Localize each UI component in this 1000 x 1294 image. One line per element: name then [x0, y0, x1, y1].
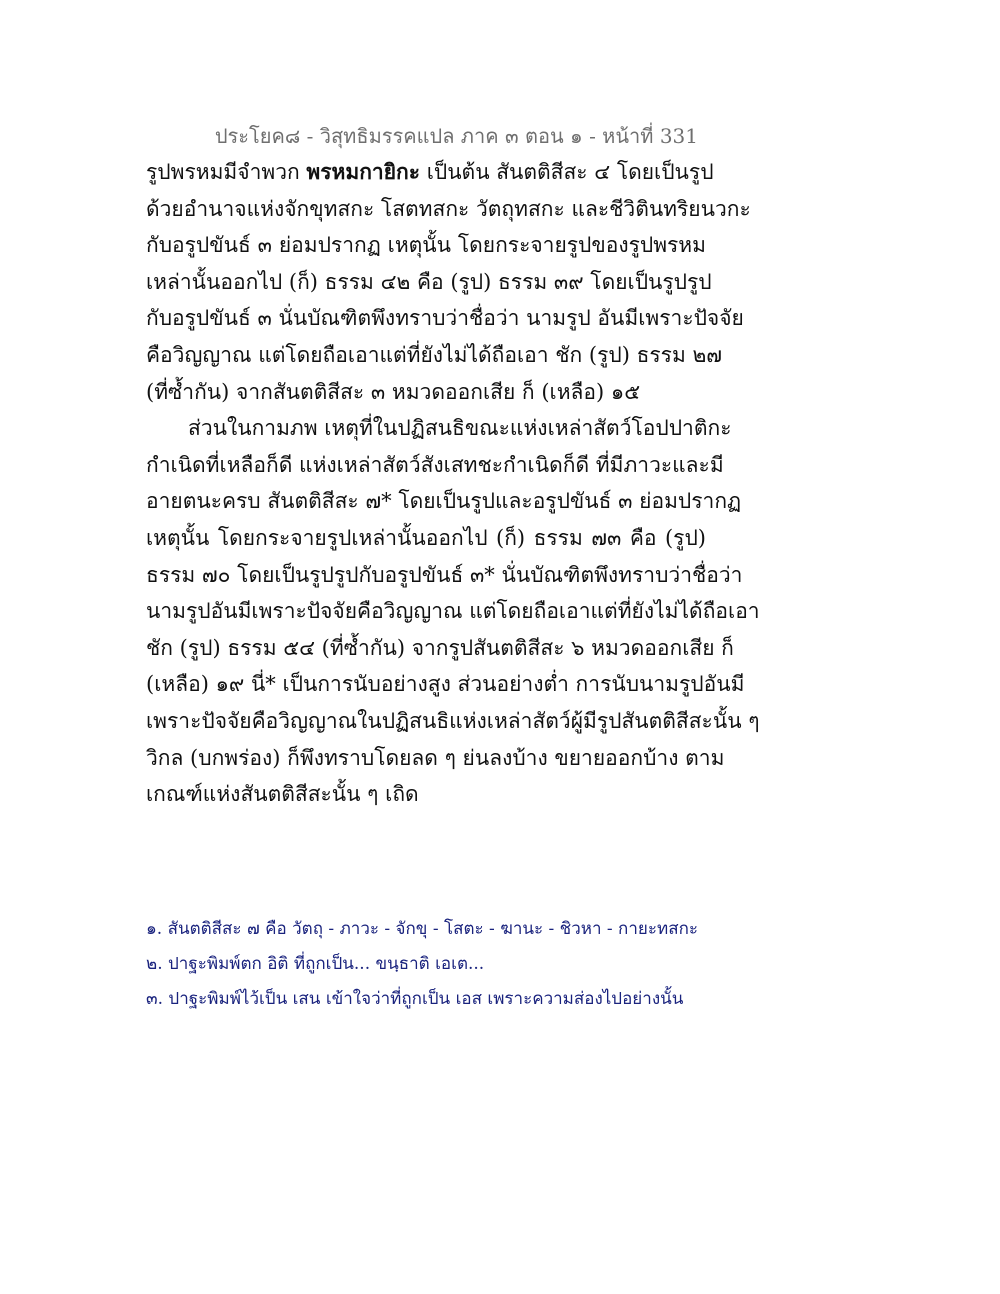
- paragraph-1-line: เหล่านั้นออกไป (ก็) ธรรม ๔๒ คือ (รูป) ธรรม ๓๙ โดยเป็นรูปรูป: [146, 269, 712, 294]
- paragraph-2-line: กำเนิดที่เหลือก็ดี แห่งเหล่าสัตว์สังเสทชะกำเนิดก็ดี ที่มีภาวะและมี: [146, 452, 724, 477]
- bold-term: พรหมกายิกะ: [306, 159, 421, 184]
- footnote-3: ๓. ปาฐะพิมพ์ไว้เป็น เสน เข้าใจว่าที่ถูกเป็น เอส เพราะความส่องไปอย่างนั้น: [146, 989, 684, 1009]
- footnotes: [146, 912, 706, 1017]
- paragraph-2-line: เกณฑ์แห่งสันตติสีสะนั้น ๆ เถิด: [146, 782, 419, 807]
- paragraph-2-line: ธรรม ๗๐ โดยเป็นรูปรูปกับอรูปขันธ์ ๓* นั่นบัณฑิตพึงทราบว่าชื่อว่า: [146, 562, 743, 587]
- paragraph-2-line: (เหลือ) ๑๙ นี่* เป็นการนับอย่างสูง ส่วนอย่างต่ำ การนับนามรูปอันมี: [146, 672, 745, 697]
- page-header: ประโยค๘ - วิสุทธิมรรคแปล ภาค ๓ ตอน ๑ - หน้าที่ 331: [214, 124, 698, 148]
- paragraph-2-line: เหตุนั้น โดยกระจายรูปเหล่านั้นออกไป (ก็) ธรรม ๗๓ คือ (รูป): [146, 525, 706, 550]
- paragraph-2-line: วิกล (บกพร่อง) ก็พึงทราบโดยลด ๆ ย่นลงบ้าง ขยายออกบ้าง ตาม: [146, 745, 725, 770]
- paragraph-1-line: [146, 154, 714, 191]
- paragraph-1-line: กับอรูปขันธ์ ๓ นั่นบัณฑิตพึงทราบว่าชื่อว่า นามรูป อันมีเพราะปัจจัย: [146, 306, 744, 331]
- paragraph-2-line: ชัก (รูป) ธรรม ๕๔ (ที่ซ้ำกัน) จากรูปสันตติสีสะ ๖ หมวดออกเสีย ก็: [146, 635, 734, 660]
- paragraph-2-line: นามรูปอันมีเพราะปัจจัยคือวิญญาณ แต่โดยถือเอาแต่ที่ยังไม่ได้ถือเอา: [146, 599, 760, 624]
- footnote-2: ๒. ปาฐะพิมพ์ตก อิติ ที่ถูกเป็น... ขนฺธาติ เอเต...: [146, 954, 485, 974]
- paragraph-1-line: กับอรูปขันธ์ ๓ ย่อมปรากฏ เหตุนั้น โดยกระจายรูปของรูปพรหม: [146, 233, 706, 258]
- paragraph-1-line: (ที่ซ้ำกัน) จากสันตติสีสะ ๓ หมวดออกเสีย ก็ (เหลือ) ๑๕: [146, 379, 641, 404]
- paragraph-1-line: ด้วยอำนาจแห่งจักขุทสกะ โสตทสกะ วัตถุทสกะ และชีวิตินทริยนวกะ: [146, 196, 751, 221]
- paragraph-2-line: ส่วนในกามภพ เหตุที่ในปฏิสนธิขณะแห่งเหล่าสัตว์โอปปาติกะ: [188, 416, 732, 441]
- line-text: รูปพรหมมีจำพวก: [146, 160, 307, 184]
- paragraph-1-line: คือวิญญาณ แต่โดยถือเอาแต่ที่ยังไม่ได้ถือเอา ชัก (รูป) ธรรม ๒๗: [146, 342, 723, 367]
- line-text: เป็นต้น สันตติสีสะ ๔ โดยเป็นรูป: [420, 160, 714, 184]
- body-text: [146, 154, 760, 813]
- paragraph-2-line: เพราะปัจจัยคือวิญญาณในปฏิสนธิแห่งเหล่าสัตว์ผู้มีรูปสันตติสีสะนั้น ๆ: [146, 708, 760, 733]
- footnote-1: ๑. สันตติสีสะ ๗ คือ วัตถุ - ภาวะ - จักขุ - โสตะ - ฆานะ - ชิวหา - กายะทสกะ: [146, 919, 698, 939]
- paragraph-2-line: อายตนะครบ สันตติสีสะ ๗* โดยเป็นรูปและอรูปขันธ์ ๓ ย่อมปรากฏ: [146, 489, 742, 514]
